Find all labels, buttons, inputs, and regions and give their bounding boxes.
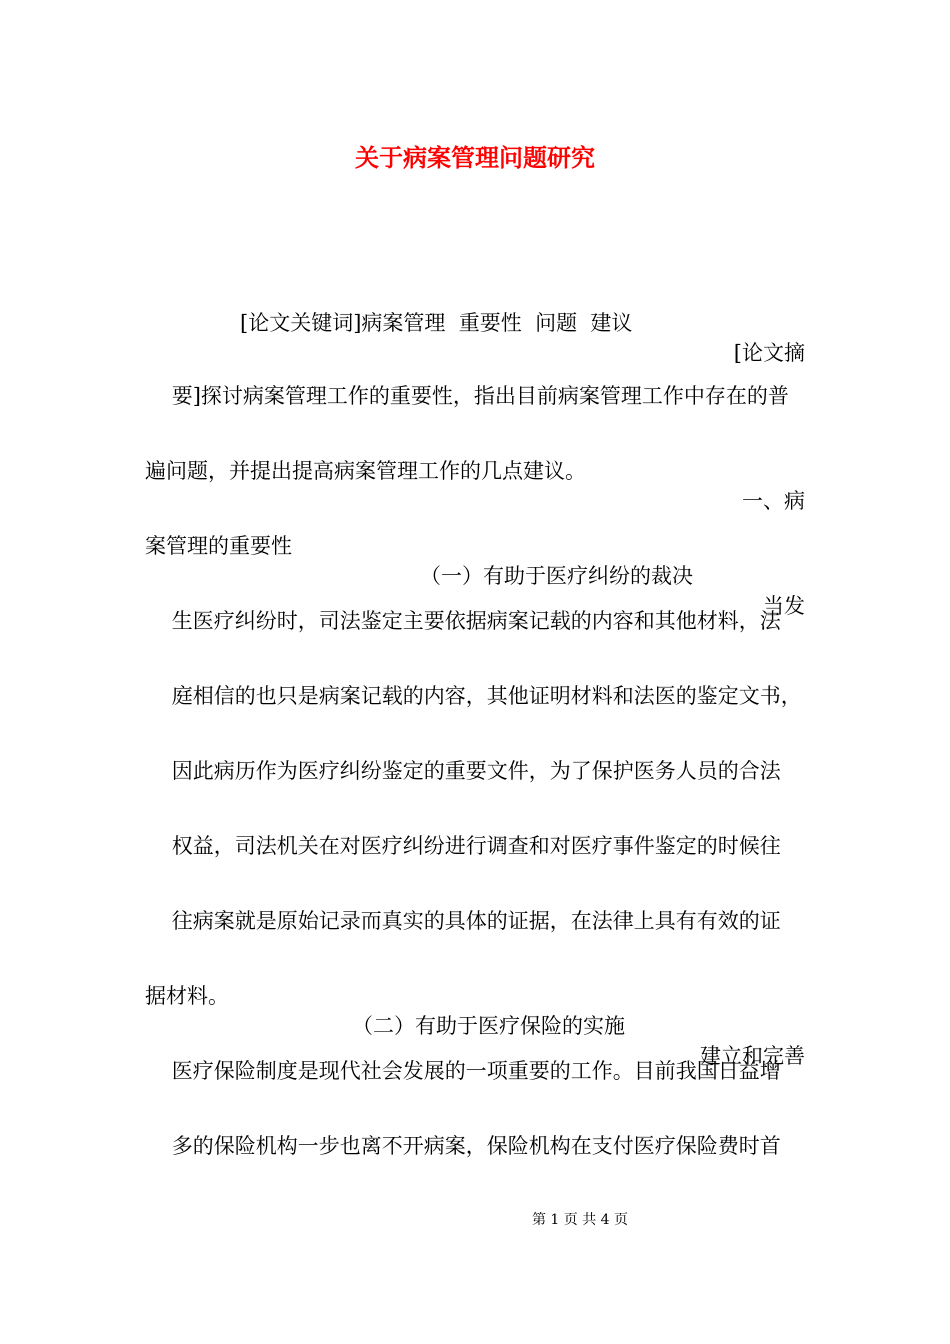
text-line xyxy=(145,501,805,618)
text-line xyxy=(145,801,805,858)
document-title: 关于病案管理问题研究 xyxy=(355,143,595,172)
paragraph-text: 据材料。 xyxy=(145,984,229,1008)
paragraph-text: 生医疗纠纷时，司法鉴定主要依据病案记载的内容和其他材料，法 xyxy=(171,609,781,633)
text-line xyxy=(145,426,805,513)
text-line xyxy=(145,576,805,633)
keywords-text: [论文关键词]病案管理 重要性 问题 建议 xyxy=(240,311,633,335)
paragraph-text: 多的保险机构一步也离不开病案，保险机构在支付医疗保险费时首 xyxy=(171,1134,781,1158)
subsection-heading: （一）有助于医疗纠纷的裁决 xyxy=(420,564,693,588)
text-line xyxy=(145,1026,805,1083)
page-number-footer: 第 1 页 共 4 页 xyxy=(531,1212,629,1228)
text-line xyxy=(145,726,805,783)
abstract-label-text: [论文摘 xyxy=(733,341,805,365)
paragraph-text: 往病案就是原始记录而真实的具体的证据，在法律上具有有效的证 xyxy=(171,909,781,933)
paragraph-text: 建立和完善 xyxy=(700,1044,805,1068)
paragraph-text: 医疗保险制度是现代社会发展的一项重要的工作。目前我国日益增 xyxy=(171,1059,781,1083)
section-heading: 一、病 xyxy=(742,489,805,513)
section-heading: 案管理的重要性 xyxy=(145,534,292,558)
text-line xyxy=(145,876,805,933)
text-line xyxy=(145,1101,805,1158)
paragraph-text: 权益，司法机关在对医疗纠纷进行调查和对医疗事件鉴定的时候往 xyxy=(171,834,781,858)
text-line xyxy=(145,951,805,1068)
paragraph-text: 要]探讨病案管理工作的重要性，指出目前病案管理工作中存在的普 xyxy=(171,384,789,408)
paragraph-text: 因此病历作为医疗纠纷鉴定的重要文件，为了保护医务人员的合法 xyxy=(171,759,781,783)
paragraph-text: 当发 xyxy=(763,594,805,618)
paragraph-text: 庭相信的也只是病案记载的内容，其他证明材料和法医的鉴定文书， xyxy=(171,684,802,708)
subsection-heading: （二）有助于医疗保险的实施 xyxy=(352,1014,625,1038)
paragraph-text: 遍问题，并提出提高病案管理工作的几点建议。 xyxy=(145,459,586,483)
text-line xyxy=(145,278,805,365)
text-line xyxy=(145,651,805,708)
text-line xyxy=(145,351,805,408)
